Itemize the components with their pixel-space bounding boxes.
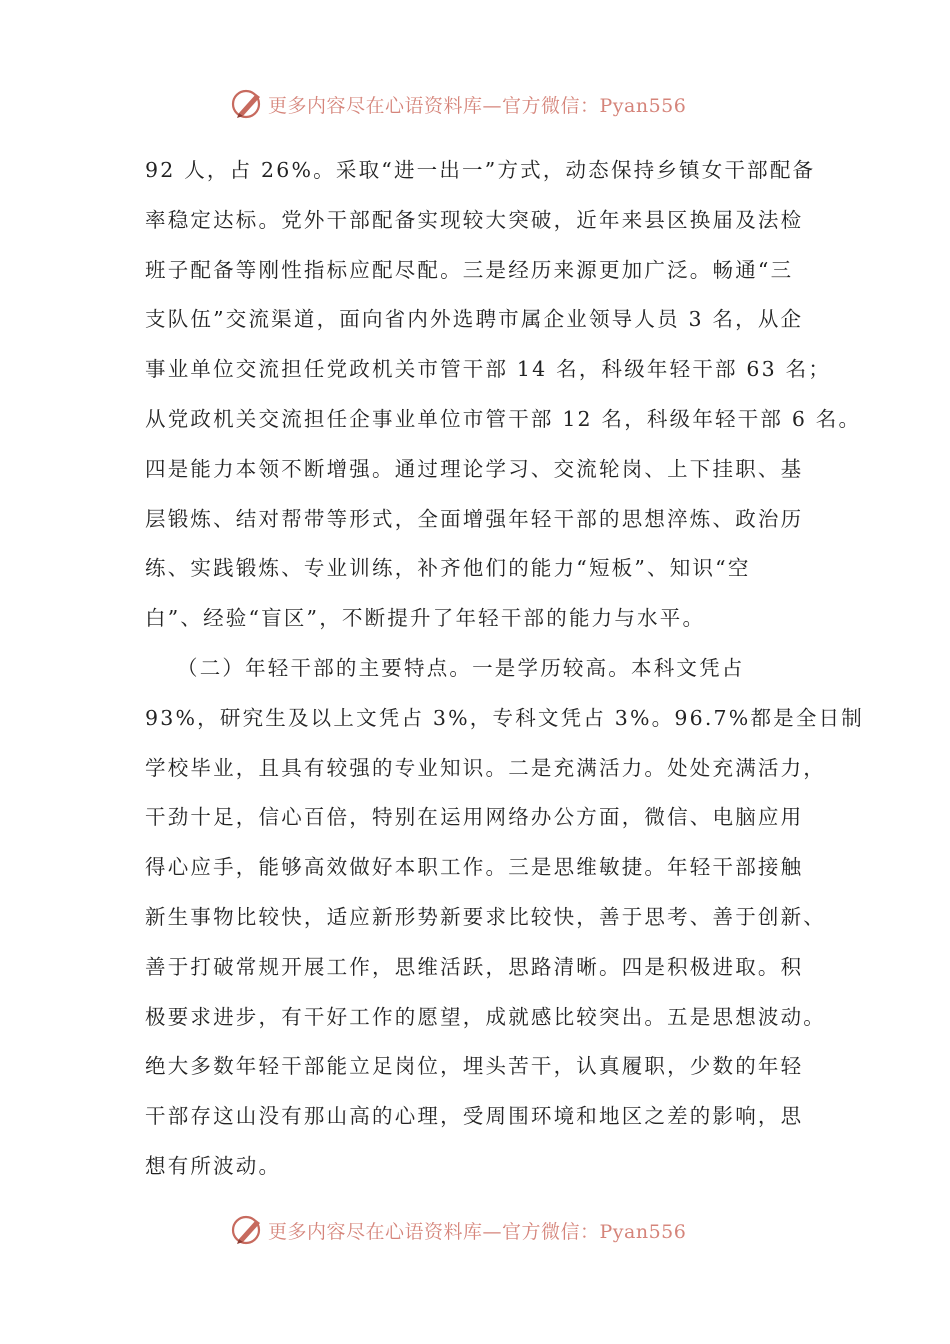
text-line: 支队伍”交流渠道，面向省内外选聘市属企业领导人员 3 名，从企 [145,307,804,332]
text-line: 92 人，占 26%。采取“进一出一”方式，动态保持乡镇女干部配备 [145,158,816,182]
text-line: 学校毕业，且具有较强的专业知识。二是充满活力。处处充满活力， [145,755,826,780]
text-line: 极要求进步，有干好工作的愿望，成就感比较突出。五是思想波动。 [145,1004,826,1029]
text-line: 善于打破常规开展工作，思维活跃，思路清晰。四是积极进取。积 [145,954,804,979]
pen-logo-icon [230,86,266,122]
text-line: 想有所波动。 [145,1153,282,1178]
text-line: 干部存这山没有那山高的心理，受周围环境和地区之差的影响，思 [145,1104,804,1129]
text-line: 白”、经验“盲区”，不断提升了年轻干部的能力与水平。 [145,606,706,631]
text-line: 新生事物比较快，适应新形势新要求比较快，善于思考、善于创新、 [145,904,826,929]
pen-logo-icon [230,1212,266,1248]
text-line: 绝大多数年轻干部能立足岗位，埋头苦干，认真履职，少数的年轻 [145,1054,804,1079]
text-line: 干劲十足，信心百倍，特别在运用网络办公方面，微信、电脑应用 [145,805,804,830]
body-text [145,146,864,1192]
text-line: 四是能力本领不断增强。通过理论学习、交流轮岗、上下挂职、基 [145,456,804,481]
footer-banner-text: 更多内容尽在心语资料库—官方微信：Pyan556 [268,1220,687,1243]
text-line: 率稳定达标。党外干部配备实现较大突破，近年来县区换届及法检 [145,207,804,232]
text-line: 93%，研究生及以上文凭占 3%，专科文凭占 3%。96.7%都是全日制 [145,705,864,730]
footer-watermark-banner [230,1210,686,1250]
header-banner-text: 更多内容尽在心语资料库—官方微信：Pyan556 [268,94,687,117]
text-line: 班子配备等刚性指标应配尽配。三是经历来源更加广泛。畅通“三 [145,257,794,282]
text-line: 练、实践锻炼、专业训练，补齐他们的能力“短板”、知识“空 [145,556,751,581]
text-line: 得心应手，能够高效做好本职工作。三是思维敏捷。年轻干部接触 [145,855,804,880]
text-line: 从党政机关交流担任企事业单位市管干部 12 名，科级年轻干部 6 名。 [145,406,862,431]
text-line: 事业单位交流担任党政机关市管干部 14 名，科级年轻干部 63 名； [145,357,832,382]
text-line: 层锻炼、结对帮带等形式，全面增强年轻干部的思想淬炼、政治历 [145,506,804,531]
section-heading-line: （二）年轻干部的主要特点。一是学历较高。本科文凭占 [177,655,745,680]
header-watermark-banner [230,84,686,124]
